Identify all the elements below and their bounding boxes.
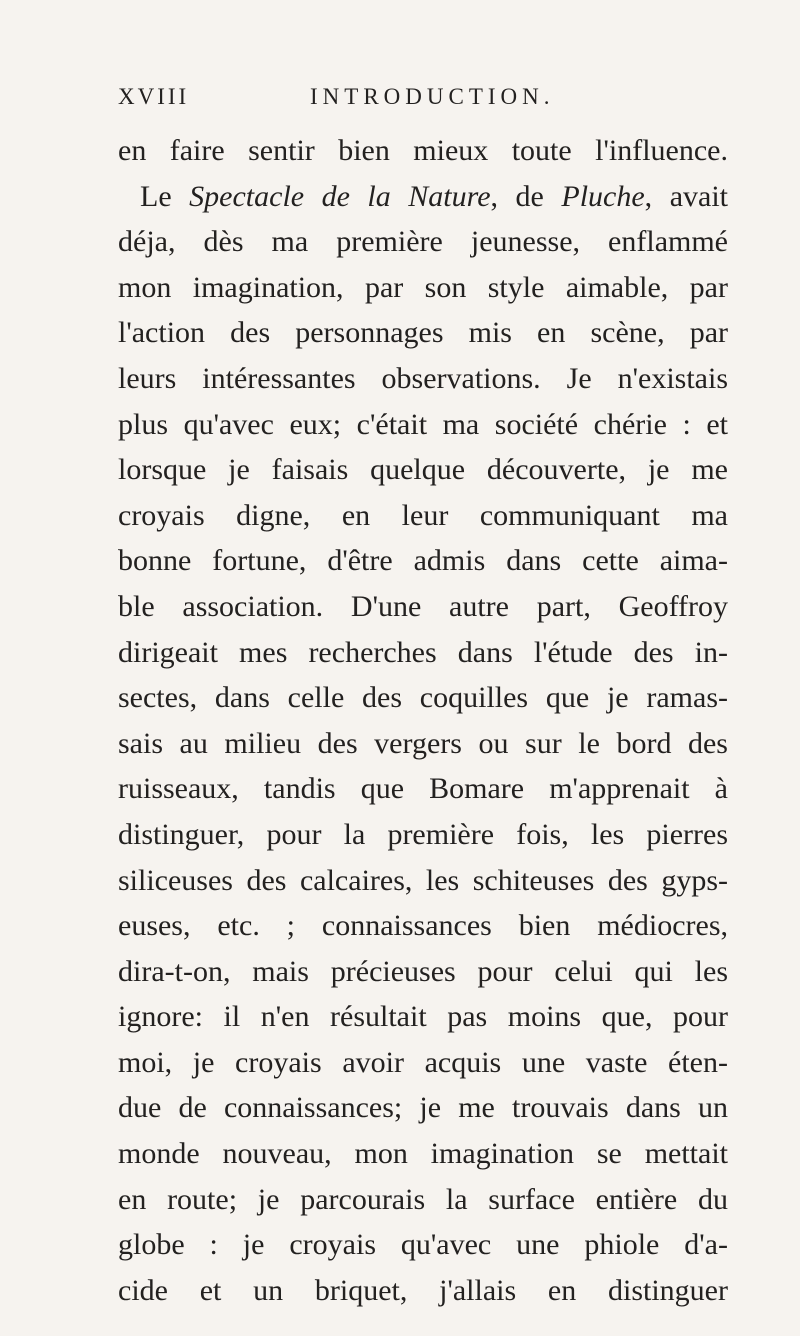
text-line: euses, etc. ; connaissances bien médiocres, bbox=[118, 909, 728, 943]
text-line: monde nouveau, mon imagination se mettait bbox=[118, 1137, 728, 1171]
text-line: en route; je parcourais la surface entière du bbox=[118, 1182, 728, 1216]
text-line: distinguer, pour la première fois, les pierres bbox=[118, 817, 728, 851]
text-line: dira-t-on, mais précieuses pour celui qui les bbox=[118, 954, 728, 988]
page-header bbox=[118, 84, 718, 124]
text-line: croyais digne, en leur communiquant ma bbox=[118, 498, 728, 532]
text-line: plus qu'avec eux; c'était ma société chérie : et bbox=[118, 407, 728, 441]
text-line: dirigeait mes recherches dans l'étude des in- bbox=[118, 635, 728, 669]
text-line: siliceuses des calcaires, les schiteuses des gyps- bbox=[118, 863, 728, 897]
text-line: mon imagination, par son style aimable, par bbox=[118, 270, 728, 304]
text-line: globe : je croyais qu'avec une phiole d'a- bbox=[118, 1228, 728, 1262]
text-line: ruisseaux, tandis que Bomare m'apprenait à bbox=[118, 772, 728, 806]
text-line: leurs intéressantes observations. Je n'existais bbox=[118, 361, 728, 395]
page-number: XVIII bbox=[118, 84, 190, 109]
text-line: en faire sentir bien mieux toute l'influence. bbox=[118, 134, 728, 167]
text-line: ignore: il n'en résultait pas moins que, pour bbox=[118, 1000, 728, 1034]
text-line: moi, je croyais avoir acquis une vaste éten- bbox=[118, 1045, 728, 1079]
text-line: sectes, dans celle des coquilles que je ramas- bbox=[118, 681, 728, 715]
text-line-with-italics: Le Spectacle de la Nature, de Pluche, avait bbox=[140, 179, 728, 213]
running-title: INTRODUCTION. bbox=[310, 84, 555, 109]
text-line: bonne fortune, d'être admis dans cette aima- bbox=[118, 544, 728, 578]
text-line: lorsque je faisais quelque découverte, je me bbox=[118, 453, 728, 487]
text-line: ble association. D'une autre part, Geoffroy bbox=[118, 589, 728, 623]
author-name-italic: Pluche bbox=[561, 179, 645, 213]
text-line: due de connaissances; je me trouvais dans un bbox=[118, 1091, 728, 1125]
body-text bbox=[118, 128, 728, 1313]
book-title-italic: Spectacle de la Nature bbox=[189, 179, 491, 213]
text-line: sais au milieu des vergers ou sur le bord des bbox=[118, 726, 728, 760]
text-line: déja, dès ma première jeunesse, enflammé bbox=[118, 225, 728, 259]
text-line: l'action des personnages mis en scène, par bbox=[118, 316, 728, 350]
text-line: cide et un briquet, j'allais en distinguer bbox=[118, 1273, 728, 1307]
